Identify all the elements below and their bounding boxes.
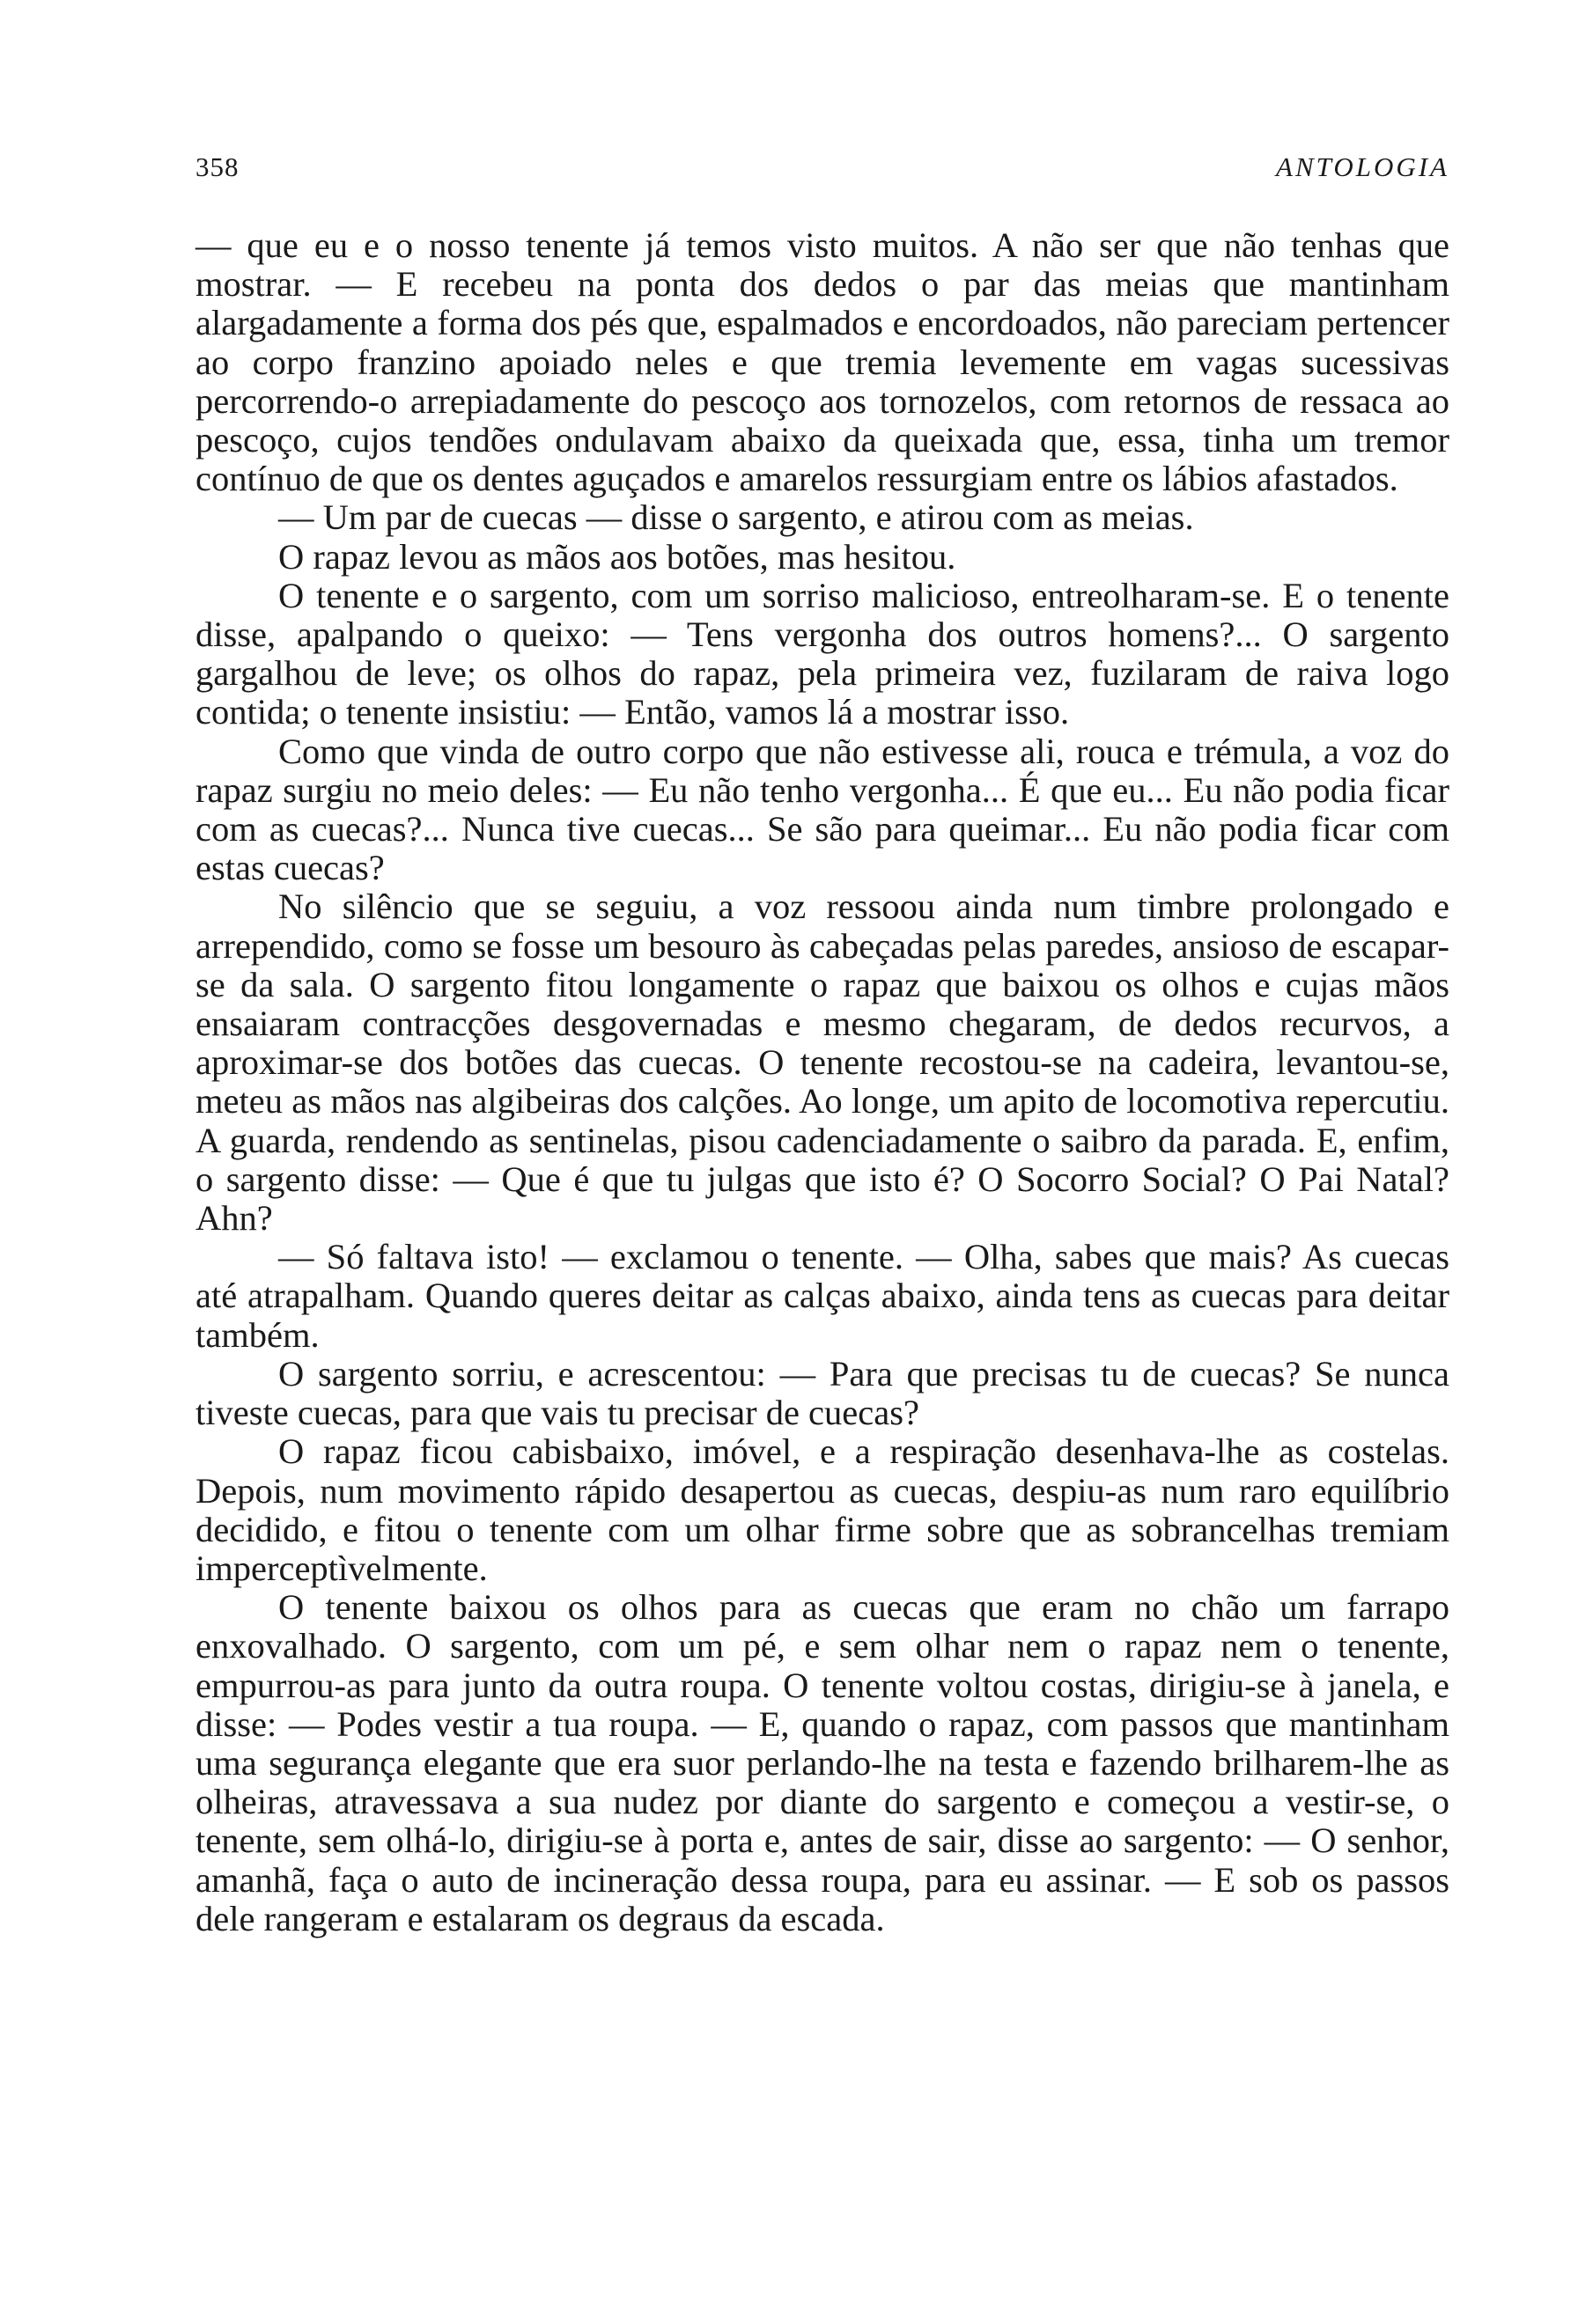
paragraph: — que eu e o nosso tenente já temos visto muitos. A não ser que não tenhas que mostrar. — E recebeu na ponta dos dedos o par das meias que mantinham alargadamente a forma dos pés que, espalmados e encordoados, não pareciam pertencer ao corpo franzino apoiado neles e que tremia levemente em vagas sucessivas percorrendo-o arrepiadamente do pescoço aos tornozelos, com retornos de ressaca ao pescoço, cujos tendões ondulavam abaixo da queixada que, essa, tinha um tremor contínuo de que os dentes aguçados e amarelos ressurgiam entre os lábios afastados. bbox=[195, 225, 1449, 499]
paragraph: O tenente e o sargento, com um sorriso malicioso, entreolharam-se. E o tenente disse, apalpando o queixo: — Tens vergonha dos outros homens?... O sargento gargalhou de leve; os olhos do rapaz, pela primeira vez, fuzilaram de raiva logo contida; o tenente insistiu: — Então, vamos lá a mostrar isso. bbox=[195, 575, 1449, 732]
paragraph: O sargento sorriu, e acrescentou: — Para que precisas tu de cuecas? Se nunca tiveste cuecas, para que vais tu precisar de cuecas? bbox=[195, 1353, 1449, 1433]
paragraph: No silêncio que se seguiu, a voz ressoou ainda num timbre prolongado e arrependido, como se fosse um besouro às cabeçadas pelas paredes, ansioso de escapar-se da sala. O sargento fitou longamente o rapaz que baixou os olhos e cujas mãos ensaiaram contracções desgovernadas e mesmo chegaram, de dedos recurvos, a aproximar-se dos botões das cuecas. O tenente recostou-se na cadeira, levantou-se, meteu as mãos nas algibeiras dos calções. Ao longe, um apito de locomotiva repercutiu. A guarda, rendendo as sentinelas, pisou cadenciadamente o saibro da parada. E, enfim, o sargento disse: — Que é que tu julgas que isto é? O Socorro Social? O Pai Natal? Ahn? bbox=[195, 886, 1449, 1239]
paragraph: O rapaz levou as mãos aos botões, mas hesitou. bbox=[278, 536, 956, 577]
paragraph: — Só faltava isto! — exclamou o tenente. — Olha, sabes que mais? As cuecas até atrapalham. Quando queres deitar as calças abaixo, ainda tens as cuecas para deitar também. bbox=[195, 1237, 1449, 1355]
running-title: ANTOLOGIA bbox=[1276, 151, 1449, 182]
paragraph: Como que vinda de outro corpo que não estivesse ali, rouca e trémula, a voz do rapaz surgiu no meio deles: — Eu não tenho vergonha... É que eu... Eu não podia ficar com as cuecas?... Nunca tive cuecas... Se são para queimar... Eu não podia ficar com estas cuecas? bbox=[195, 731, 1449, 888]
paragraph: O tenente baixou os olhos para as cuecas que eram no chão um farrapo enxovalhado. O sargento, com um pé, e sem olhar nem o rapaz nem o tenente, empurrou-as para junto da outra roupa. O tenente voltou costas, dirigiu-se à janela, e disse: — Podes vestir a tua roupa. — E, quando o rapaz, com passos que mantinham uma segurança elegante que era suor perlando-lhe na testa e fazendo brilharem-lhe as olheiras, atravessava a sua nudez por diante do sargento e começou a vestir-se, o tenente, sem olhá-lo, dirigiu-se à porta e, antes de sair, disse ao sargento: — O senhor, amanhã, faça o auto de incineração dessa roupa, para eu assinar. — E sob os passos dele rangeram e estalaram os degraus da escada. bbox=[195, 1587, 1449, 1938]
text-body bbox=[195, 226, 1449, 1938]
paragraph: O rapaz ficou cabisbaixo, imóvel, e a respiração desenhava-lhe as costelas. Depois, num movimento rápido desapertou as cuecas, despiu-as num raro equilíbrio decidido, e fitou o tenente com um olhar firme sobre que as sobrancelhas tremiam imperceptìvelmente. bbox=[195, 1431, 1449, 1588]
page-number: 358 bbox=[195, 151, 240, 182]
paragraph: — Um par de cuecas — disse o sargento, e atirou com as meias. bbox=[278, 497, 1194, 538]
page-header bbox=[195, 151, 1449, 190]
